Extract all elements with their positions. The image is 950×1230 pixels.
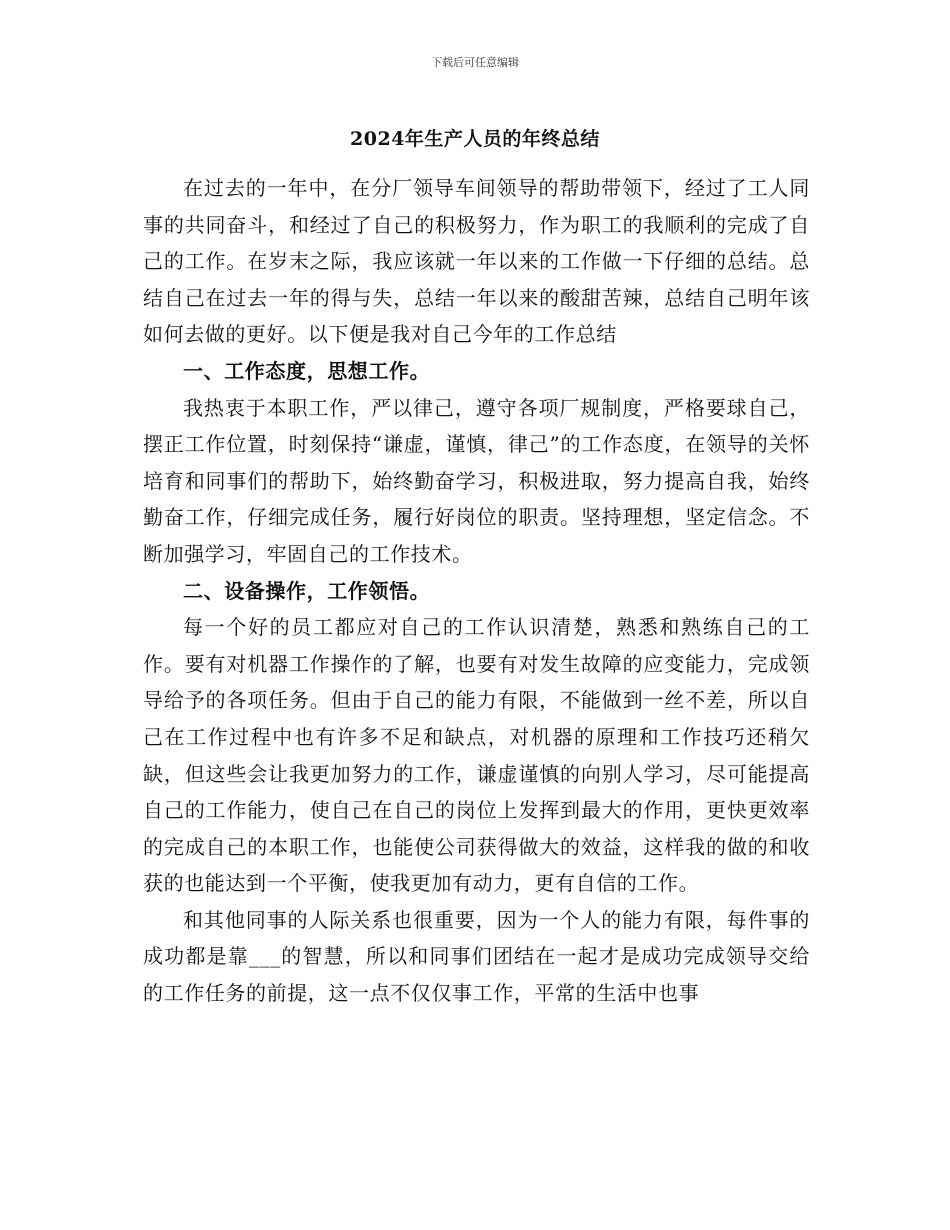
section-2-paragraph-continued: 和其他同事的人际关系也很重要，因为一个人的能力有限，每件事的成功都是靠___的智慧，所以和同事们团结在一起才是成功完成领导交给的工作任务的前提，这一点不仅仅事工作，平常的生活中也事 bbox=[143, 907, 810, 1006]
section-heading-1: 一、工作态度，思想工作。 bbox=[183, 358, 431, 383]
section-1-paragraph: 我热衷于本职工作，严以律己，遵守各项厂规制度，严格要球自己，摆正工作位置，时刻保持“谦虚，谨慎，律己”的工作态度，在领导的关怀培育和同事们的帮助下，始终勤奋学习，积极进取，努力提高自我，始终勤奋工作，仔细完成任务，履行好岗位的职责。坚持理想，坚定信念。不断加强学习，牢固自己的工作技术。 bbox=[143, 395, 810, 566]
document-body bbox=[143, 170, 810, 1012]
document-title: 2024年生产人员的年终总结 bbox=[350, 128, 600, 150]
section-heading-2: 二、设备操作，工作领悟。 bbox=[183, 578, 431, 603]
header-note: 下载后可任意编辑 bbox=[431, 56, 519, 69]
section-2-paragraph: 每一个好的员工都应对自己的工作认识清楚，熟悉和熟练自己的工作。要有对机器工作操作的了解，也要有对发生故障的应变能力，完成领导给予的各项任务。但由于自己的能力有限，不能做到一丝不差，所以自己在工作过程中也有许多不足和缺点，对机器的原理和工作技巧还稍欠缺，但这些会让我更加努力的工作，谦虚谨慎的向别人学习，尽可能提高自己的工作能力，使自己在自己的岗位上发挥到最大的作用，更快更效率的完成自己的本职工作，也能使公司获得做大的效益，这样我的做的和收获的也能达到一个平衡，使我更加有动力，更有自信的工作。 bbox=[143, 615, 810, 896]
intro-paragraph: 在过去的一年中，在分厂领导车间领导的帮助带领下，经过了工人同事的共同奋斗，和经过了自己的积极努力，作为职工的我顺利的完成了自己的工作。在岁末之际，我应该就一年以来的工作做一下仔细的总结。总结自己在过去一年的得与失，总结一年以来的酸甜苦辣，总结自己明年该如何去做的更好。以下便是我对自己今年的工作总结 bbox=[143, 176, 810, 347]
